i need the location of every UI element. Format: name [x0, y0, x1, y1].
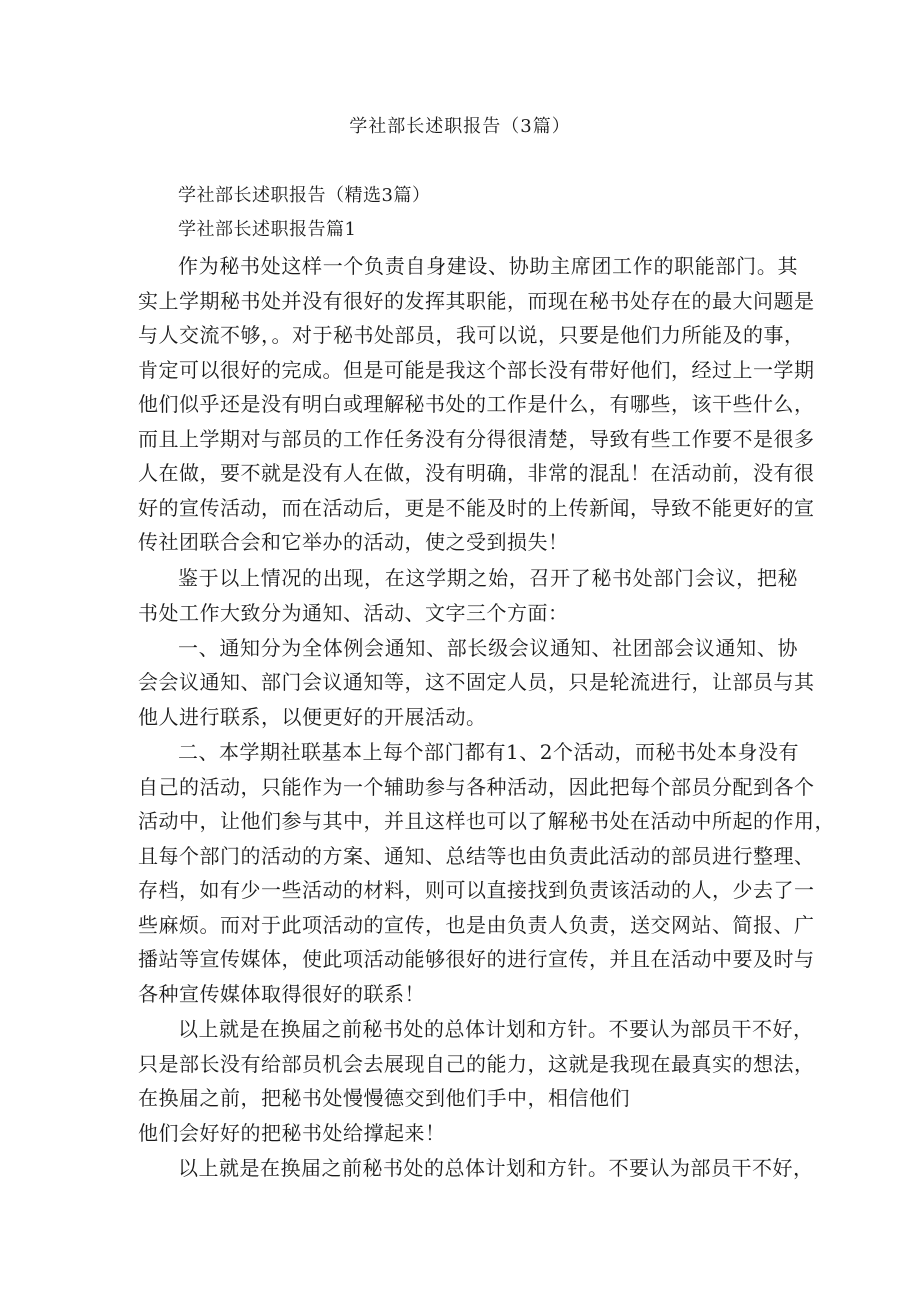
paragraph-line: 鉴于以上情况的出现，在这学期之始，召开了秘书处部门会议，把秘	[178, 566, 798, 590]
paragraph-line: 以上就是在换届之前秘书处的总体计划和方针。不要认为部员干不好，	[178, 1156, 814, 1180]
paragraph-line: 与人交流不够，。对于秘书处部员，我可以说，只要是他们力所能及的事，	[138, 323, 805, 347]
paragraph-line: 他们似乎还是没有明白或理解秘书处的工作是什么，有哪些，该干些什么，	[138, 392, 815, 416]
paragraph-line: 些麻烦。而对于此项活动的宣传，也是由负责人负责，送交网站、简报、广	[138, 913, 815, 937]
paragraph-line: 而且上学期对与部员的工作任务没有分得很清楚，导致有些工作要不是很多	[138, 427, 815, 451]
paragraph-line: 肯定可以很好的完成。但是可能是我这个部长没有带好他们，经过上一学期	[138, 358, 815, 382]
paragraph-line: 作为秘书处这样一个负责自身建设、协助主席团工作的职能部门。其	[178, 254, 798, 278]
paragraph-line: 存档，如有少一些活动的材料，则可以直接找到负责该活动的人，少去了一	[138, 878, 815, 902]
paragraph-line: 他人进行联系，以便更好的开展活动。	[138, 705, 487, 729]
paragraph-line: 自己的活动，只能作为一个辅助参与各种活动，因此把每个部员分配到各个	[138, 775, 815, 799]
paragraph-line: 会会议通知、部门会议通知等，这不固定人员，只是轮流进行，让部员与其	[138, 670, 815, 694]
paragraph-line: 以上就是在换届之前秘书处的总体计划和方针。不要认为部员干不好，	[178, 1017, 814, 1041]
paragraph-line: 在换届之前，把秘书处慢慢德交到他们手中，相信他们	[138, 1086, 630, 1110]
subtitle: 学社部长述职报告（精选3篇）	[178, 185, 431, 206]
section-heading: 学社部长述职报告篇1	[178, 219, 357, 240]
paragraph-line: 二、本学期社联基本上每个部门都有1、2个活动，而秘书处本身没有	[178, 740, 799, 764]
paragraph-line: 只是部长没有给部员机会去展现自己的能力，这就是我现在最真实的想法，	[138, 1052, 815, 1076]
paragraph-line: 各种宣传媒体取得很好的联系！	[138, 982, 425, 1006]
paragraph-line: 传社团联合会和它举办的活动，使之受到损失！	[138, 530, 569, 554]
paragraph-line: 活动中，让他们参与其中，并且这样也可以了解秘书处在活动中所起的作用，	[138, 809, 835, 833]
paragraph-line: 实上学期秘书处并没有很好的发挥其职能，而现在秘书处存在的最大问题是	[138, 289, 815, 313]
paragraph-line: 人在做，要不就是没有人在做，没有明确，非常的混乱！在活动前，没有很	[138, 461, 815, 485]
document-title: 学社部长述职报告（3篇）	[349, 116, 571, 137]
paragraph-line: 好的宣传活动，而在活动后，更是不能及时的上传新闻，导致不能更好的宣	[138, 496, 815, 520]
paragraph-line: 播站等宣传媒体，使此项活动能够很好的进行宣传，并且在活动中要及时与	[138, 947, 815, 971]
paragraph-line: 且每个部门的活动的方案、通知、总结等也由负责此活动的部员进行整理、	[138, 844, 815, 868]
paragraph-line: 书处工作大致分为通知、活动、文字三个方面：	[138, 601, 569, 625]
paragraph-line: 他们会好好的把秘书处给撑起来！	[138, 1121, 446, 1145]
paragraph-line: 一、通知分为全体例会通知、部长级会议通知、社团部会议通知、协	[178, 636, 798, 660]
